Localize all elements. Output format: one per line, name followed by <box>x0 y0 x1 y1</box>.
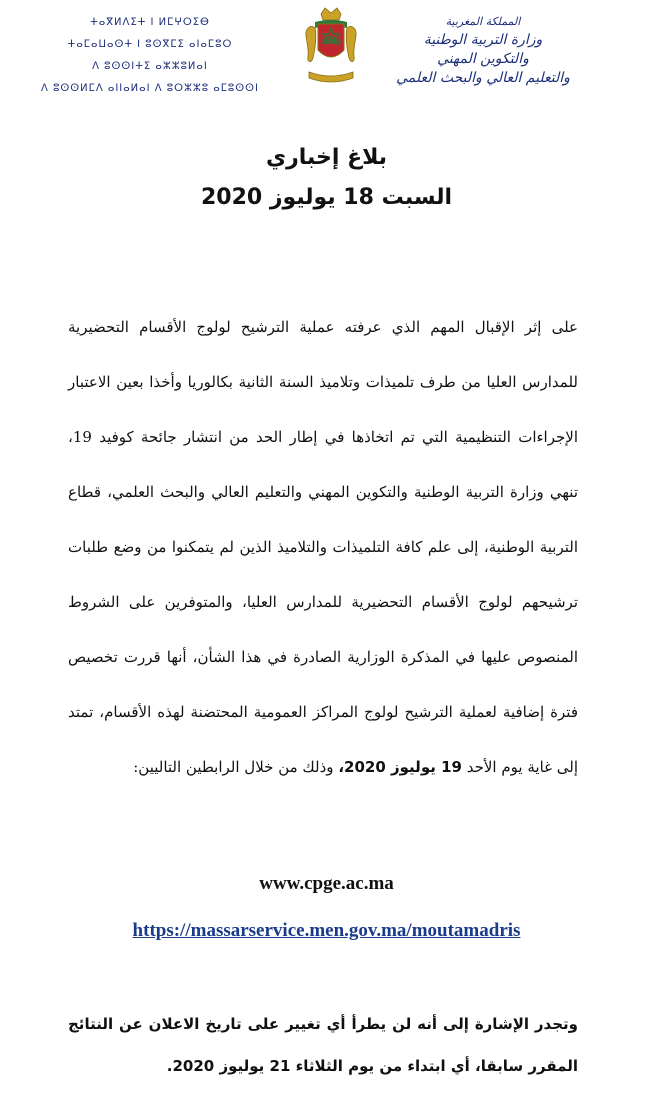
communique-body <box>68 300 578 795</box>
letterhead-tifinagh-line: ⵜⴰⵎⴰⵡⴰⵙⵜ ⵏ ⵓⵙⴳⵎⵉ ⴰⵏⴰⵎⵓⵔ <box>67 39 233 50</box>
body-bold-date: 19 يوليوز 2020، <box>338 758 462 776</box>
letterhead-ministry-line2: والتكوين المهني <box>437 51 529 67</box>
massar-link[interactable]: https://massarservice.men.gov.ma/moutamadris <box>132 920 521 941</box>
body-text-links-intro: وذلك من خلال الرابطين التاليين: <box>133 758 334 776</box>
letterhead-tifinagh-line: ⵜⴰⴳⵍⴷⵉⵜ ⵏ ⵍⵎⵖⵔⵉⴱ <box>90 17 210 28</box>
communique-title: بلاغ إخباري <box>265 145 388 170</box>
letterhead-tifinagh-line: ⴷ ⵓⵙⵙⵍⵎⴷ ⴰⵏⵏⴰⵍⴰⵏ ⴷ ⵓⵔⵣⵣⵓ ⴰⵎⵓⵙⵙⵏ <box>41 83 259 94</box>
letterhead <box>0 0 653 120</box>
letterhead-ministry: وزارة التربية الوطنية <box>423 32 543 48</box>
letterhead-ministry-line3: والتعليم العالي والبحث العلمي <box>396 70 570 86</box>
moroccan-coat-of-arms-icon <box>303 6 359 92</box>
letterhead-tifinagh <box>0 12 300 100</box>
letterhead-kingdom: المملكة المغربية <box>445 15 521 28</box>
communique-date: السبت 18 يوليوز 2020 <box>200 185 453 210</box>
results-note: وتجدر الإشارة إلى أنه لن يطرأ أي تغيير على تاريخ الاعلان عن النتائج المقرر سابقا، أي ابتداء من يوم الثلاثاء 21 يوليوز 2020. <box>68 1015 578 1075</box>
letterhead-tifinagh-line: ⴷ ⵓⵙⵙⵏⵜⵉ ⴰⵣⵣⵓⵍⴰⵏ <box>92 61 208 72</box>
cpge-link[interactable]: www.cpge.ac.ma <box>259 873 394 894</box>
body-text-main: على إثر الإقبال المهم الذي عرفته عملية الترشيح لولوج الأقسام التحضيرية للمدارس العليا من طرف تلميذات وتلاميذ السنة الثانية بكالوريا وأخذا بعين الاعتبار الإجراءات التنظيمية التي تم اتخاذها في إطار الحد من انتشار جائحة كوفيد 19، تنهي وزارة التربية الوطنية والتكوين المهني والتعليم العالي والبحث العلمي، قطاع التربية الوطنية، إلى علم كافة التلميذات والتلاميذ الذين لم يتمكنوا من وضع طلبات ترشيحهم لولوج الأقسام التحضيرية للمدارس العليا، والمتوفرين على الشروط المنصوص عليها في المذكرة الوزارية الصادرة في هذا الشأن، أنها قررت تخصيص فترة إضافية لعملية الترشيح لولوج المراكز العمومية المحتضنة لهذه الأقسام، تمتد إلى غاية يوم الأحد <box>68 318 578 776</box>
letterhead-arabic <box>383 12 583 88</box>
